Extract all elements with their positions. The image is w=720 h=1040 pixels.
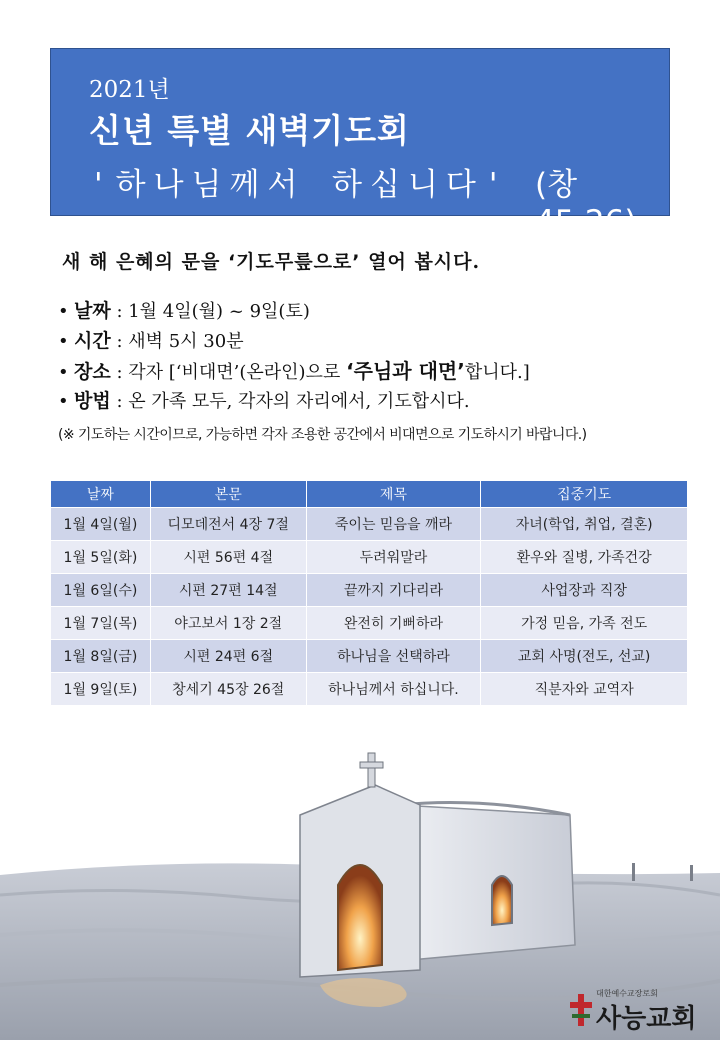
info-date <box>58 296 698 326</box>
cross-icon <box>568 992 594 1028</box>
cell-text: 시편 27편 14절 <box>150 574 306 607</box>
info-date-value: : 1월 4일(월) ~ 9일(토) <box>110 301 310 322</box>
cell-text: 야고보서 1장 2절 <box>150 607 306 640</box>
chapel-window <box>492 876 512 925</box>
table-row <box>51 607 688 640</box>
header-text: 본문 <box>150 481 306 508</box>
bullet-icon: • <box>58 301 69 322</box>
info-time <box>58 326 698 356</box>
logo-name: 사능교회 <box>596 1004 697 1034</box>
cell-title: 하나님을 선택하라 <box>306 640 481 673</box>
table-header-row <box>51 481 688 508</box>
info-place-key: 장소 <box>74 361 111 383</box>
cross-icon <box>360 753 383 787</box>
header-date: 날짜 <box>51 481 151 508</box>
cell-date: 1월 8일(금) <box>51 640 151 673</box>
cell-text: 창세기 45장 26절 <box>150 673 306 706</box>
cell-date: 1월 7일(목) <box>51 607 151 640</box>
bullet-icon: • <box>58 362 69 383</box>
info-place <box>58 356 698 386</box>
cell-title: 하나님께서 하십니다. <box>306 673 481 706</box>
info-list <box>58 296 698 416</box>
cell-prayer: 자녀(학업, 취업, 결혼) <box>481 508 688 541</box>
cell-date: 1월 4일(월) <box>51 508 151 541</box>
info-time-value: : 새벽 5시 30분 <box>110 331 244 352</box>
table-row <box>51 508 688 541</box>
cell-text: 디모데전서 4장 7절 <box>150 508 306 541</box>
title-banner <box>50 48 670 240</box>
cell-prayer: 가정 믿음, 가족 전도 <box>481 607 688 640</box>
intro-line <box>62 247 480 274</box>
info-place-value-end: 합니다.] <box>464 362 530 383</box>
notice-text: (※ 기도하는 시간이므로, 가능하면 각자 조용한 공간에서 비대면으로 기도하시기 바랍니다.) <box>58 427 587 443</box>
intro-highlight: ‘기도무릎으로’ <box>227 251 361 273</box>
cell-prayer: 직분자와 교역자 <box>481 673 688 706</box>
chapel-wall <box>400 805 575 960</box>
header-title: 제목 <box>306 481 481 508</box>
cell-title: 끝까지 기다리라 <box>306 574 481 607</box>
info-time-key: 시간 <box>74 330 111 352</box>
header-prayer: 집중기도 <box>481 481 688 508</box>
chapel-door <box>338 865 382 970</box>
intro-before: 새 해 은혜의 문을 <box>62 251 228 273</box>
cell-date: 1월 5일(화) <box>51 541 151 574</box>
logo-org: 대한예수교장로회 <box>596 989 658 998</box>
cell-prayer: 사업장과 직장 <box>481 574 688 607</box>
banner-title: 신년 특별 새벽기도회 <box>89 111 410 150</box>
table-row <box>51 541 688 574</box>
info-date-key: 날짜 <box>74 300 111 322</box>
intro-after: 열어 봅시다. <box>360 251 481 273</box>
banner-theme: '하나님께서 하십니다' <box>89 167 511 203</box>
table-row <box>51 640 688 673</box>
table-row <box>51 574 688 607</box>
cell-title: 두려워말라 <box>306 541 481 574</box>
cell-prayer: 환우와 질병, 가족건강 <box>481 541 688 574</box>
info-method <box>58 386 698 416</box>
church-logo <box>566 988 706 1032</box>
info-method-value: : 온 가족 모두, 각자의 자리에서, 기도합시다. <box>110 391 470 412</box>
table-row <box>51 673 688 706</box>
cell-text: 시편 24편 6절 <box>150 640 306 673</box>
cell-date: 1월 9일(토) <box>51 673 151 706</box>
cell-title: 완전히 기뻐하라 <box>306 607 481 640</box>
cell-title: 죽이는 믿음을 깨라 <box>306 508 481 541</box>
schedule-table <box>50 480 688 706</box>
banner-reference: (창45:26) <box>535 167 637 240</box>
banner-year: 2021년 <box>89 77 170 103</box>
bullet-icon: • <box>58 331 69 352</box>
cell-prayer: 교회 사명(전도, 선교) <box>481 640 688 673</box>
info-place-strong: ‘주님과 대면’ <box>346 359 465 383</box>
cell-text: 시편 56편 4절 <box>150 541 306 574</box>
bullet-icon: • <box>58 391 69 412</box>
info-method-key: 방법 <box>74 390 111 412</box>
info-place-value: : 각자 [‘비대면’(온라인)으로 <box>110 362 347 383</box>
cell-date: 1월 6일(수) <box>51 574 151 607</box>
